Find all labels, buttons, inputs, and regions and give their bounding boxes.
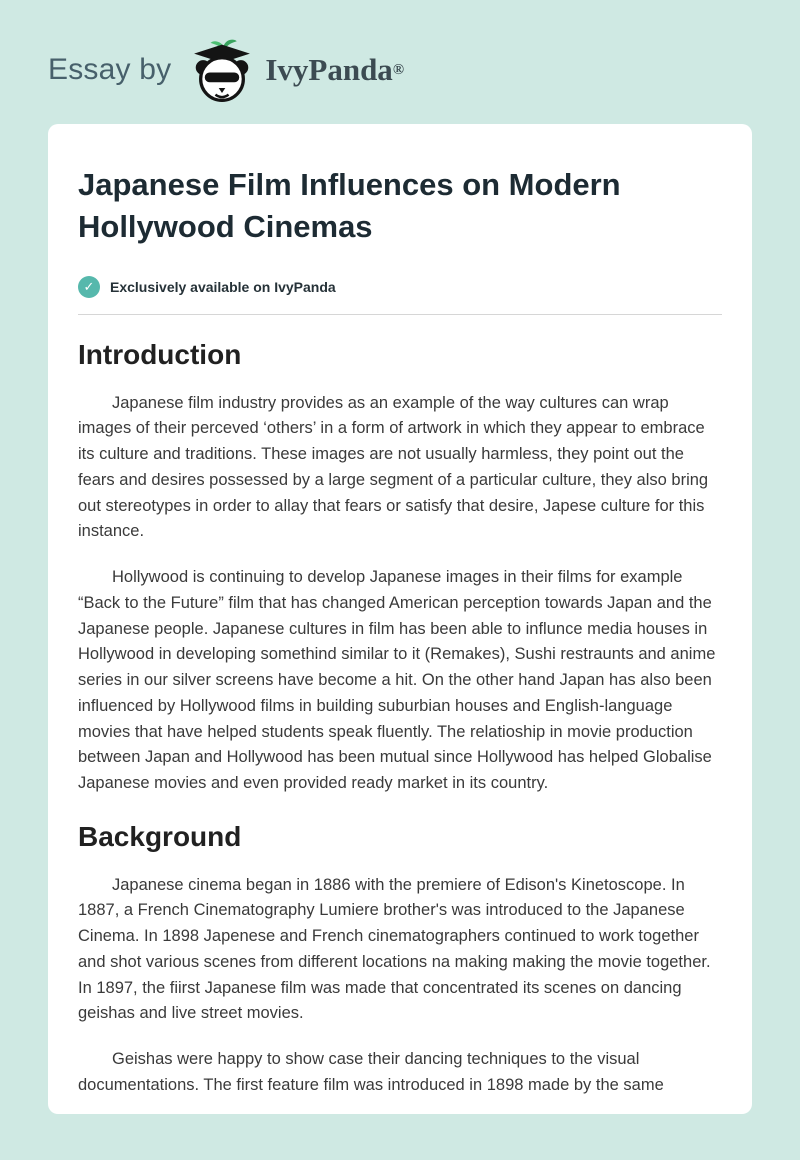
header xyxy=(0,0,800,124)
essay-by-label: Essay by xyxy=(48,53,172,86)
paragraph: Japanese film industry provides as an example of the way cultures can wrap images of their perceved ‘others’ in a form of artwork in which they appear to embrace its culture and traditions. These images are not usually harmless, they point out the fears and desires possessed by a large segment of a particular culture, they also bring out stereotypes in order to allay that fears or satisfy that desire, Japese culture for this instance. xyxy=(78,393,709,541)
brand-name: IvyPanda xyxy=(265,52,393,87)
section-background xyxy=(78,821,722,1099)
paragraph: Japanese cinema began in 1886 with the premiere of Edison's Kinetoscope. In 1887, a French Cinematography Lumiere brother's was introduced to the Japanese Cinema. In 1898 Japenese and French cinematographers continued to work together and shot various scenes from different locations na making making the movie together. In 1897, the fiirst Japanese film was made that concentrated its scenes on dancing geishas and live street movies. xyxy=(78,875,711,1023)
paragraph: Geishas were happy to show case their dancing techniques to the visual documentations. The first feature film was introduced in 1898 made by the same xyxy=(78,1050,664,1094)
registered-mark: ® xyxy=(392,61,405,78)
availability-badge-text: Exclusively available on IvyPanda xyxy=(110,278,336,295)
essay-card xyxy=(48,124,752,1114)
availability-badge xyxy=(78,276,722,298)
section-introduction xyxy=(78,339,722,797)
ivypanda-logo xyxy=(189,38,404,102)
page-title: Japanese Film Influences on Modern Hollywood Cinemas xyxy=(78,167,621,244)
checkmark-icon: ✓ xyxy=(78,276,100,298)
divider xyxy=(78,314,722,315)
panda-graduate-icon xyxy=(189,38,265,102)
section-heading: Background xyxy=(78,820,242,852)
section-heading: Introduction xyxy=(78,338,242,370)
paragraph: Hollywood is continuing to develop Japanese images in their films for example “Back to the Future” film that has changed American perception towards Japan and the Japanese people. Japanese cultures in film has been able to influnce media houses in Hollywood in developing somethind similar to it (Remakes), Sushi restraunts and anime series in our silver screens have become a hit. On the other hand Japan has also been influenced by Hollywood films in building suburbian houses and English-language movies that have helped students speak fluently. The relatioship in movie production between Japan and Hollywood has been mutual since Hollywood has helped Globalise Japanese movies and even provided ready market in its country. xyxy=(78,568,716,792)
